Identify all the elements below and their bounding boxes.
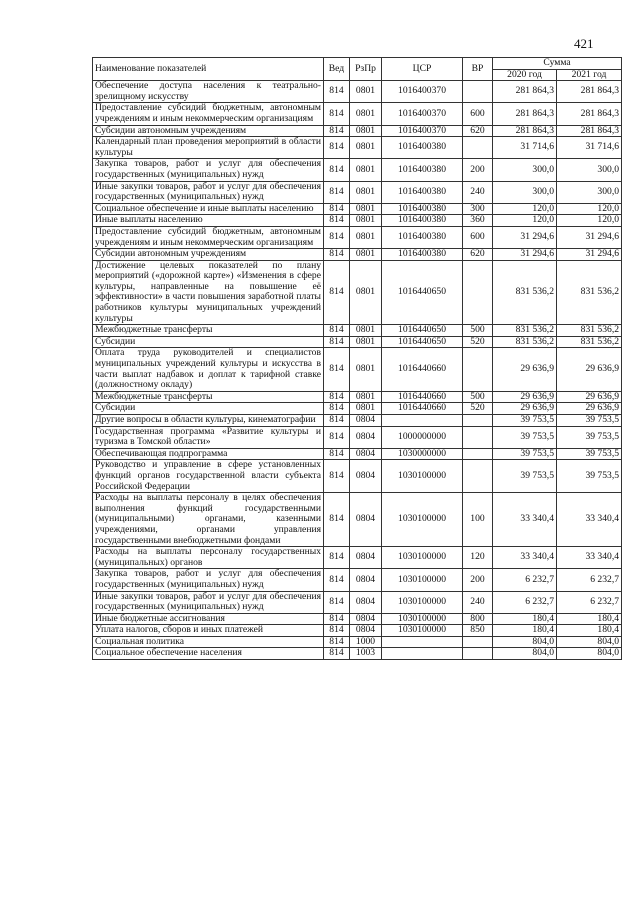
row-csr-cell: 1016440660 <box>382 348 463 391</box>
row-sum-2021-cell: 39 753,5 <box>557 460 622 493</box>
table-header-row <box>93 58 622 70</box>
table-row <box>93 181 622 203</box>
row-vr-cell <box>463 348 493 391</box>
row-sum-2021-cell: 804,0 <box>557 636 622 648</box>
table-row <box>93 325 622 337</box>
row-sum-2021-cell: 31 294,6 <box>557 249 622 261</box>
row-ved-cell: 814 <box>324 591 350 613</box>
row-name-cell: Иные бюджетные ассигнования <box>93 613 324 625</box>
row-vr-cell: 360 <box>463 215 493 227</box>
row-ved-cell: 814 <box>324 181 350 203</box>
row-name-cell: Субсидии <box>93 336 324 348</box>
row-rzpr-cell: 0801 <box>350 103 382 125</box>
row-vr-cell: 600 <box>463 226 493 248</box>
row-name-cell: Межбюджетные трансферты <box>93 325 324 337</box>
row-ved-cell: 814 <box>324 325 350 337</box>
row-csr-cell: 1016440650 <box>382 260 463 325</box>
row-rzpr-cell: 0801 <box>350 249 382 261</box>
row-rzpr-cell: 0804 <box>350 448 382 460</box>
row-vr-cell: 850 <box>463 625 493 637</box>
row-csr-cell: 1016400380 <box>382 181 463 203</box>
row-csr-cell: 1016400380 <box>382 159 463 181</box>
row-vr-cell: 620 <box>463 125 493 137</box>
row-vr-cell <box>463 260 493 325</box>
row-rzpr-cell: 0801 <box>350 215 382 227</box>
row-name-cell: Государственная программа «Развитие культуры и туризма в Томской области» <box>93 426 324 448</box>
row-rzpr-cell: 1003 <box>350 648 382 660</box>
row-sum-2021-cell: 300,0 <box>557 159 622 181</box>
row-rzpr-cell: 0801 <box>350 81 382 103</box>
row-vr-cell <box>463 648 493 660</box>
row-csr-cell: 1030100000 <box>382 613 463 625</box>
row-rzpr-cell: 0801 <box>350 125 382 137</box>
row-sum-2020-cell: 281 864,3 <box>493 81 557 103</box>
row-csr-cell: 1016400380 <box>382 203 463 215</box>
row-rzpr-cell: 0801 <box>350 260 382 325</box>
row-name-cell: Иные закупки товаров, работ и услуг для обеспечения государственных (муниципальных) нужд <box>93 181 324 203</box>
row-rzpr-cell: 0801 <box>350 403 382 415</box>
row-ved-cell: 814 <box>324 203 350 215</box>
row-sum-2020-cell: 6 232,7 <box>493 591 557 613</box>
row-rzpr-cell: 0804 <box>350 415 382 427</box>
row-ved-cell: 814 <box>324 460 350 493</box>
row-sum-2020-cell: 831 536,2 <box>493 336 557 348</box>
row-ved-cell: 814 <box>324 493 350 547</box>
row-csr-cell: 1030100000 <box>382 591 463 613</box>
row-rzpr-cell: 0801 <box>350 159 382 181</box>
row-sum-2021-cell: 831 536,2 <box>557 336 622 348</box>
row-sum-2021-cell: 33 340,4 <box>557 493 622 547</box>
table-row <box>93 249 622 261</box>
row-csr-cell: 1016400380 <box>382 226 463 248</box>
row-sum-2021-cell: 804,0 <box>557 648 622 660</box>
row-ved-cell: 814 <box>324 125 350 137</box>
row-ved-cell: 814 <box>324 625 350 637</box>
row-name-cell: Обеспечение доступа населения к театрально-зрелищному искусству <box>93 81 324 103</box>
row-csr-cell: 1016400380 <box>382 249 463 261</box>
row-sum-2020-cell: 300,0 <box>493 159 557 181</box>
row-csr-cell: 1016440660 <box>382 403 463 415</box>
row-rzpr-cell: 0804 <box>350 547 382 569</box>
row-csr-cell <box>382 636 463 648</box>
row-vr-cell: 240 <box>463 591 493 613</box>
row-ved-cell: 814 <box>324 391 350 403</box>
row-sum-2020-cell: 31 294,6 <box>493 249 557 261</box>
row-csr-cell <box>382 648 463 660</box>
row-sum-2021-cell: 39 753,5 <box>557 426 622 448</box>
row-vr-cell <box>463 81 493 103</box>
row-vr-cell: 100 <box>463 493 493 547</box>
row-sum-2020-cell: 180,4 <box>493 625 557 637</box>
table-row <box>93 648 622 660</box>
row-ved-cell: 814 <box>324 403 350 415</box>
table-row <box>93 448 622 460</box>
row-name-cell: Социальная политика <box>93 636 324 648</box>
row-ved-cell: 814 <box>324 569 350 591</box>
row-rzpr-cell: 0804 <box>350 591 382 613</box>
row-vr-cell <box>463 460 493 493</box>
row-ved-cell: 814 <box>324 226 350 248</box>
table-row <box>93 426 622 448</box>
row-sum-2021-cell: 31 294,6 <box>557 226 622 248</box>
row-sum-2021-cell: 31 714,6 <box>557 137 622 159</box>
table-row <box>93 636 622 648</box>
row-name-cell: Иные выплаты населению <box>93 215 324 227</box>
row-sum-2021-cell: 29 636,9 <box>557 391 622 403</box>
row-sum-2020-cell: 120,0 <box>493 203 557 215</box>
row-rzpr-cell: 0801 <box>350 181 382 203</box>
row-csr-cell: 1030100000 <box>382 460 463 493</box>
row-csr-cell: 1030000000 <box>382 448 463 460</box>
row-sum-2020-cell: 29 636,9 <box>493 403 557 415</box>
row-sum-2020-cell: 6 232,7 <box>493 569 557 591</box>
row-vr-cell: 200 <box>463 569 493 591</box>
row-csr-cell: 1016400370 <box>382 103 463 125</box>
row-sum-2021-cell: 6 232,7 <box>557 591 622 613</box>
table-row <box>93 403 622 415</box>
row-rzpr-cell: 1000 <box>350 636 382 648</box>
row-vr-cell <box>463 636 493 648</box>
page-number: 421 <box>574 36 594 51</box>
row-rzpr-cell: 0801 <box>350 348 382 391</box>
row-name-cell: Расходы на выплаты персоналу в целях обеспечения выполнения функций государственными (муниципальными) органами, казенными учреждениями, органами управления государственными внебюджетными фондами <box>93 493 324 547</box>
table-row <box>93 569 622 591</box>
row-ved-cell: 814 <box>324 336 350 348</box>
row-name-cell: Расходы на выплаты персоналу государственных (муниципальных) органов <box>93 547 324 569</box>
row-csr-cell: 1016440650 <box>382 325 463 337</box>
row-name-cell: Субсидии <box>93 403 324 415</box>
row-rzpr-cell: 0804 <box>350 460 382 493</box>
row-csr-cell <box>382 415 463 427</box>
row-ved-cell: 814 <box>324 159 350 181</box>
table-row <box>93 493 622 547</box>
row-name-cell: Иные закупки товаров, работ и услуг для обеспечения государственных (муниципальных) нужд <box>93 591 324 613</box>
row-rzpr-cell: 0804 <box>350 426 382 448</box>
table-row <box>93 591 622 613</box>
row-vr-cell: 520 <box>463 403 493 415</box>
row-ved-cell: 814 <box>324 348 350 391</box>
row-ved-cell: 814 <box>324 613 350 625</box>
row-name-cell: Достижение целевых показателей по плану мероприятий («дорожной карте») «Изменения в сфере культуры, направленные на повышение её эффективности» в части повышения заработной платы работников культуры муниципальных учреждений культуры <box>93 260 324 325</box>
row-sum-2021-cell: 180,4 <box>557 625 622 637</box>
row-csr-cell: 1030100000 <box>382 547 463 569</box>
table-row <box>93 348 622 391</box>
table-row <box>93 103 622 125</box>
row-sum-2021-cell: 33 340,4 <box>557 547 622 569</box>
row-ved-cell: 814 <box>324 260 350 325</box>
row-sum-2020-cell: 31 714,6 <box>493 137 557 159</box>
budget-table <box>92 57 622 660</box>
row-csr-cell: 1016400380 <box>382 137 463 159</box>
row-name-cell: Закупка товаров, работ и услуг для обеспечения государственных (муниципальных) нужд <box>93 159 324 181</box>
row-name-cell: Межбюджетные трансферты <box>93 391 324 403</box>
header-year-2020: 2020 год <box>493 69 557 81</box>
row-rzpr-cell: 0801 <box>350 137 382 159</box>
header-vr: ВР <box>463 58 493 81</box>
table-row <box>93 159 622 181</box>
row-name-cell: Закупка товаров, работ и услуг для обеспечения государственных (муниципальных) нужд <box>93 569 324 591</box>
row-ved-cell: 814 <box>324 426 350 448</box>
row-vr-cell: 520 <box>463 336 493 348</box>
row-ved-cell: 814 <box>324 448 350 460</box>
row-sum-2020-cell: 39 753,5 <box>493 426 557 448</box>
row-sum-2021-cell: 6 232,7 <box>557 569 622 591</box>
row-ved-cell: 814 <box>324 81 350 103</box>
row-sum-2020-cell: 281 864,3 <box>493 125 557 137</box>
row-rzpr-cell: 0804 <box>350 569 382 591</box>
row-vr-cell: 120 <box>463 547 493 569</box>
table-row <box>93 215 622 227</box>
table-row <box>93 460 622 493</box>
row-sum-2020-cell: 33 340,4 <box>493 547 557 569</box>
row-ved-cell: 814 <box>324 648 350 660</box>
row-sum-2020-cell: 281 864,3 <box>493 103 557 125</box>
row-rzpr-cell: 0801 <box>350 391 382 403</box>
header-name: Наименование показателей <box>93 58 324 81</box>
row-rzpr-cell: 0804 <box>350 625 382 637</box>
row-sum-2020-cell: 120,0 <box>493 215 557 227</box>
header-sum: Сумма <box>493 58 622 70</box>
row-sum-2020-cell: 804,0 <box>493 648 557 660</box>
row-csr-cell: 1030100000 <box>382 569 463 591</box>
row-sum-2021-cell: 29 636,9 <box>557 348 622 391</box>
row-ved-cell: 814 <box>324 636 350 648</box>
row-sum-2020-cell: 29 636,9 <box>493 348 557 391</box>
table-body <box>93 81 622 660</box>
row-vr-cell: 600 <box>463 103 493 125</box>
row-sum-2021-cell: 300,0 <box>557 181 622 203</box>
row-vr-cell <box>463 415 493 427</box>
row-vr-cell: 500 <box>463 325 493 337</box>
row-ved-cell: 814 <box>324 103 350 125</box>
row-csr-cell: 1030100000 <box>382 493 463 547</box>
header-rzpr: РзПр <box>350 58 382 81</box>
row-name-cell: Календарный план проведения мероприятий в области культуры <box>93 137 324 159</box>
table-row <box>93 547 622 569</box>
row-csr-cell: 1030100000 <box>382 625 463 637</box>
row-sum-2020-cell: 804,0 <box>493 636 557 648</box>
row-vr-cell <box>463 448 493 460</box>
table-row <box>93 391 622 403</box>
row-name-cell: Оплата труда руководителей и специалистов муниципальных учреждений культуры и искусства в части выплат надбавок и доплат к тарифной ставке (должностному окладу) <box>93 348 324 391</box>
row-rzpr-cell: 0804 <box>350 613 382 625</box>
row-ved-cell: 814 <box>324 547 350 569</box>
row-csr-cell: 1000000000 <box>382 426 463 448</box>
row-sum-2021-cell: 281 864,3 <box>557 81 622 103</box>
row-name-cell: Другие вопросы в области культуры, кинематографии <box>93 415 324 427</box>
table-row <box>93 226 622 248</box>
table-row <box>93 125 622 137</box>
row-ved-cell: 814 <box>324 415 350 427</box>
row-sum-2021-cell: 180,4 <box>557 613 622 625</box>
row-name-cell: Руководство и управление в сфере установленных функций органов государственной власти субъекта Российской Федерации <box>93 460 324 493</box>
row-csr-cell: 1016400370 <box>382 125 463 137</box>
table-row <box>93 625 622 637</box>
row-name-cell: Субсидии автономным учреждениям <box>93 125 324 137</box>
row-sum-2021-cell: 831 536,2 <box>557 260 622 325</box>
table-row <box>93 613 622 625</box>
row-sum-2021-cell: 120,0 <box>557 215 622 227</box>
row-ved-cell: 814 <box>324 137 350 159</box>
row-ved-cell: 814 <box>324 215 350 227</box>
row-sum-2021-cell: 831 536,2 <box>557 325 622 337</box>
row-sum-2020-cell: 39 753,5 <box>493 415 557 427</box>
row-rzpr-cell: 0804 <box>350 493 382 547</box>
row-sum-2020-cell: 29 636,9 <box>493 391 557 403</box>
row-vr-cell: 200 <box>463 159 493 181</box>
row-sum-2020-cell: 39 753,5 <box>493 460 557 493</box>
row-sum-2021-cell: 281 864,3 <box>557 103 622 125</box>
row-sum-2020-cell: 831 536,2 <box>493 260 557 325</box>
row-vr-cell: 500 <box>463 391 493 403</box>
row-ved-cell: 814 <box>324 249 350 261</box>
row-sum-2020-cell: 831 536,2 <box>493 325 557 337</box>
header-year-2021: 2021 год <box>557 69 622 81</box>
row-sum-2020-cell: 300,0 <box>493 181 557 203</box>
table-row <box>93 415 622 427</box>
row-csr-cell: 1016440660 <box>382 391 463 403</box>
row-sum-2021-cell: 39 753,5 <box>557 448 622 460</box>
row-sum-2020-cell: 33 340,4 <box>493 493 557 547</box>
row-rzpr-cell: 0801 <box>350 325 382 337</box>
row-name-cell: Уплата налогов, сборов и иных платежей <box>93 625 324 637</box>
row-sum-2020-cell: 180,4 <box>493 613 557 625</box>
row-rzpr-cell: 0801 <box>350 203 382 215</box>
table-row <box>93 336 622 348</box>
header-csr: ЦСР <box>382 58 463 81</box>
row-sum-2021-cell: 120,0 <box>557 203 622 215</box>
row-csr-cell: 1016440650 <box>382 336 463 348</box>
row-rzpr-cell: 0801 <box>350 226 382 248</box>
row-sum-2021-cell: 39 753,5 <box>557 415 622 427</box>
row-vr-cell: 240 <box>463 181 493 203</box>
row-sum-2020-cell: 31 294,6 <box>493 226 557 248</box>
row-name-cell: Предоставление субсидий бюджетным, автономным учреждениям и иным некоммерческим организациям <box>93 226 324 248</box>
table-row <box>93 81 622 103</box>
header-ved: Вед <box>324 58 350 81</box>
row-vr-cell: 800 <box>463 613 493 625</box>
row-csr-cell: 1016400380 <box>382 215 463 227</box>
row-name-cell: Предоставление субсидий бюджетным, автономным учреждениям и иным некоммерческим организациям <box>93 103 324 125</box>
row-sum-2021-cell: 29 636,9 <box>557 403 622 415</box>
row-vr-cell: 620 <box>463 249 493 261</box>
row-name-cell: Социальное обеспечение и иные выплаты населению <box>93 203 324 215</box>
row-name-cell: Социальное обеспечение населения <box>93 648 324 660</box>
row-csr-cell: 1016400370 <box>382 81 463 103</box>
row-sum-2021-cell: 281 864,3 <box>557 125 622 137</box>
row-name-cell: Обеспечивающая подпрограмма <box>93 448 324 460</box>
table-row <box>93 260 622 325</box>
row-vr-cell <box>463 137 493 159</box>
table-row <box>93 137 622 159</box>
row-name-cell: Субсидии автономным учреждениям <box>93 249 324 261</box>
row-vr-cell <box>463 426 493 448</box>
row-vr-cell: 300 <box>463 203 493 215</box>
row-sum-2020-cell: 39 753,5 <box>493 448 557 460</box>
row-rzpr-cell: 0801 <box>350 336 382 348</box>
table-row <box>93 203 622 215</box>
